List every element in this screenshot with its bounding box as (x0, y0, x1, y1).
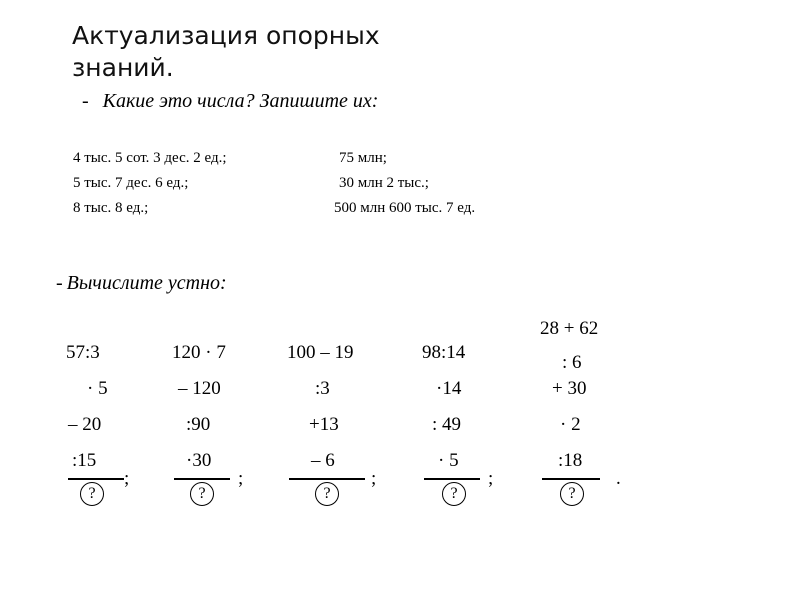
answer-line (424, 478, 480, 480)
chain-step: – 6 (311, 450, 335, 471)
answer-line (174, 478, 230, 480)
chain-step: +13 (309, 414, 339, 435)
answer-circle: ? (80, 482, 104, 506)
chain-step: :15 (72, 450, 97, 471)
chain-step: · 5 (87, 378, 108, 399)
answer-line (289, 478, 365, 480)
answer-circle: ? (190, 482, 214, 506)
separator: ; (371, 468, 377, 489)
task-instruction-2 (56, 272, 227, 295)
chain-step: 98:14 (422, 342, 466, 363)
task-instruction-1 (82, 90, 378, 113)
chain-step: ·14 (436, 378, 462, 399)
number-left: 5 тыс. 7 дес. 6 ед.; (73, 175, 189, 191)
chain-step: 120 · 7 (172, 342, 226, 363)
chain-step: : 6 (562, 352, 582, 373)
number-left: 8 тыс. 8 ед.; (73, 200, 149, 216)
chain-step: : 49 (432, 414, 462, 435)
separator: ; (124, 468, 130, 489)
chain-step: + 30 (552, 378, 587, 399)
separator: . (616, 468, 621, 489)
chain-step: · 2 (560, 414, 581, 435)
answer-line (542, 478, 600, 480)
answer-line (68, 478, 124, 480)
separator: ; (238, 468, 244, 489)
chain-step: ·30 (186, 450, 212, 471)
number-left: 4 тыс. 5 сот. 3 дес. 2 ед.; (73, 150, 227, 166)
number-right: 75 млн; (339, 150, 387, 166)
chain-step: :3 (315, 378, 330, 399)
chain-step: · 5 (438, 450, 459, 471)
chain-step: 100 – 19 (287, 342, 354, 363)
chain-step: :18 (558, 450, 583, 471)
page-title: Актуализация опорных знаний. (72, 21, 380, 82)
answer-circle: ? (315, 482, 339, 506)
chain-step: 57:3 (66, 342, 100, 363)
separator: ; (488, 468, 494, 489)
instruction-text: Какие это числа? Запишите их: (102, 90, 379, 112)
instruction-text: Вычислите устно: (66, 272, 227, 294)
chain-step: – 120 (178, 378, 221, 399)
chain-step: 28 + 62 (540, 318, 599, 339)
instruction-dash: - (82, 90, 89, 112)
instruction-dash: - (56, 272, 63, 294)
number-right: 500 млн 600 тыс. 7 ед. (334, 200, 476, 216)
chain-step: :90 (186, 414, 211, 435)
answer-circle: ? (442, 482, 466, 506)
number-right: 30 млн 2 тыс.; (339, 175, 429, 191)
chain-step: – 20 (68, 414, 102, 435)
answer-circle: ? (560, 482, 584, 506)
